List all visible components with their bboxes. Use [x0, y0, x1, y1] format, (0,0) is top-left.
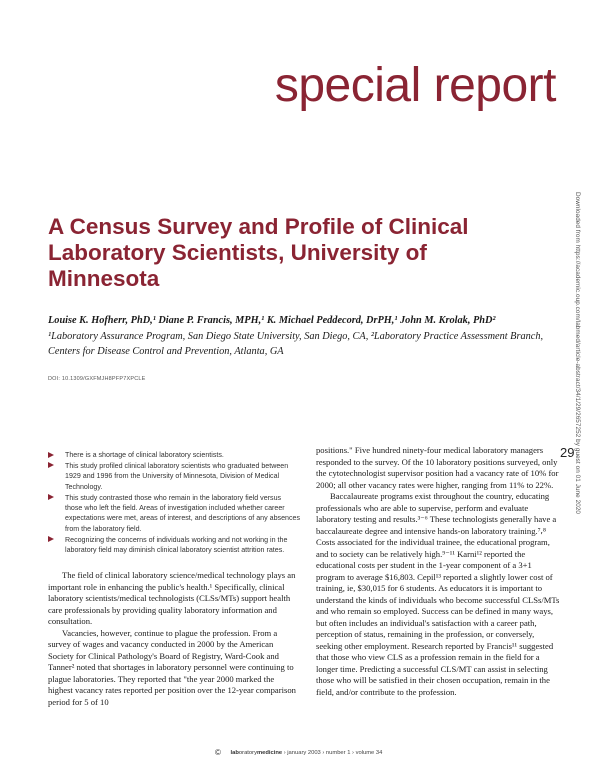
page-number: 29	[560, 445, 575, 460]
doi-link[interactable]: DOI: 10.1309/GXFMJH8PFP7XPCLE	[48, 376, 146, 382]
abstract-item: This study contrasted those who remain in the laboratory field versus those who left the field. Areas of investigation included whether career expectations were met, areas of interest, and descriptions of any absences from the laboratory field.	[48, 493, 300, 535]
triangle-bullet-icon	[48, 452, 54, 458]
author-list: Louise K. Hofherr, PhD,¹ Diane P. Francis, MPH,¹ K. Michael Peddecord, DrPH,¹ John M. Krolak, PhD²	[48, 315, 496, 326]
body-paragraph: The field of clinical laboratory science/medical technology plays an important role in enhancing the public's health.¹ Specifically, clinical laboratory scientists/medical technologists (CLSs/MTs) support health care professionals by providing quality laboratory information and consultation.	[48, 570, 296, 626]
abstract-item: Recognizing the concerns of individuals working and not working in the laboratory field may diminish clinical laboratory scientist attrition rates.	[48, 535, 300, 556]
body-paragraph: positions." Five hundred ninety-four medical laboratory managers responded to the survey. Of the 10 laboratory positions surveyed, only the cytotechnologist supervisor position had a vacancy rate of 10% for 2000; all other vacancy rates were higher, ranging from 11% to 22%.	[316, 445, 559, 490]
body-paragraph: Baccalaureate programs exist throughout the country, educating professionals who are able to supervise, perform and evaluate laboratory testing and results.³⁻⁶ These technologists generally have a baccalaureate degree and intensive hands-on laboratory training.⁷⸴⁸ Costs associated for the individual trainee, the educational program, and to society can be relatively high.⁹⁻¹¹ Karni¹² reported the educational costs per student in the 1-year component of a 3+1 program to average $16,803. Cepil¹³ reported a slightly lower cost of training, ie, $30,015 for 6 students. As educators it is important to understand the kinds of individuals who become successful CLSs/MTs and who remain so employed. Success can be defined in many ways, but often includes an individual's satisfaction with a career path, perception of status, remaining in the profession, or conversely, seeking other employment. Research reported by Francis¹¹ suggested that those who view CLS as a profession remain in the field for a longer time. Predicting a successful CLS/MT can assist in selecting those who will be satisfied in their chosen occupation, remain in the field, and/or contribute to the profession.	[316, 491, 560, 697]
abstract-list	[48, 450, 300, 556]
download-note: Downloaded from https://academic.oup.com/labmed/article-abstract/34/1/29/2657252 by guest on 01 June 2020	[574, 192, 581, 515]
section-header: special report	[274, 59, 556, 112]
triangle-bullet-icon	[48, 536, 54, 542]
author-affiliations: ¹Laboratory Assurance Program, San Diego State University, San Diego, CA, ²Laboratory Practice Assessment Branch, Centers for Disease Control and Prevention, Atlanta, GA	[48, 331, 544, 357]
triangle-bullet-icon	[48, 494, 54, 500]
article-title: A Census Survey and Profile of Clinical Laboratory Scientists, University of Minnesota	[48, 214, 469, 291]
page-footer	[215, 748, 465, 757]
body-column-right	[316, 445, 562, 698]
abstract-item: This study profiled clinical laboratory scientists who graduated between 1929 and 1996 from the University of Minnesota, Division of Medical Technology.	[48, 461, 300, 492]
body-paragraph: Vacancies, however, continue to plague the profession. From a survey of wages and vacancy conducted in 2000 by the American Society for Clinical Pathology's Board of Registry, Ward-Cook and Tanner² noted that shortages in laboratory personnel were continuing to plague laboratories. They reported that "the year 2000 marked the highest vacancy rates reported per position over the 12-year comparison period for 5 of 10	[48, 627, 296, 707]
journal-name: laboratorymedicine	[230, 750, 283, 756]
copyright-icon: ©	[215, 748, 221, 757]
body-column-left	[48, 570, 298, 708]
abstract-item: There is a shortage of clinical laboratory scientists.	[48, 450, 300, 460]
issue-info: › january 2003 › number 1 › volume 34	[282, 750, 383, 756]
triangle-bullet-icon	[48, 462, 54, 468]
